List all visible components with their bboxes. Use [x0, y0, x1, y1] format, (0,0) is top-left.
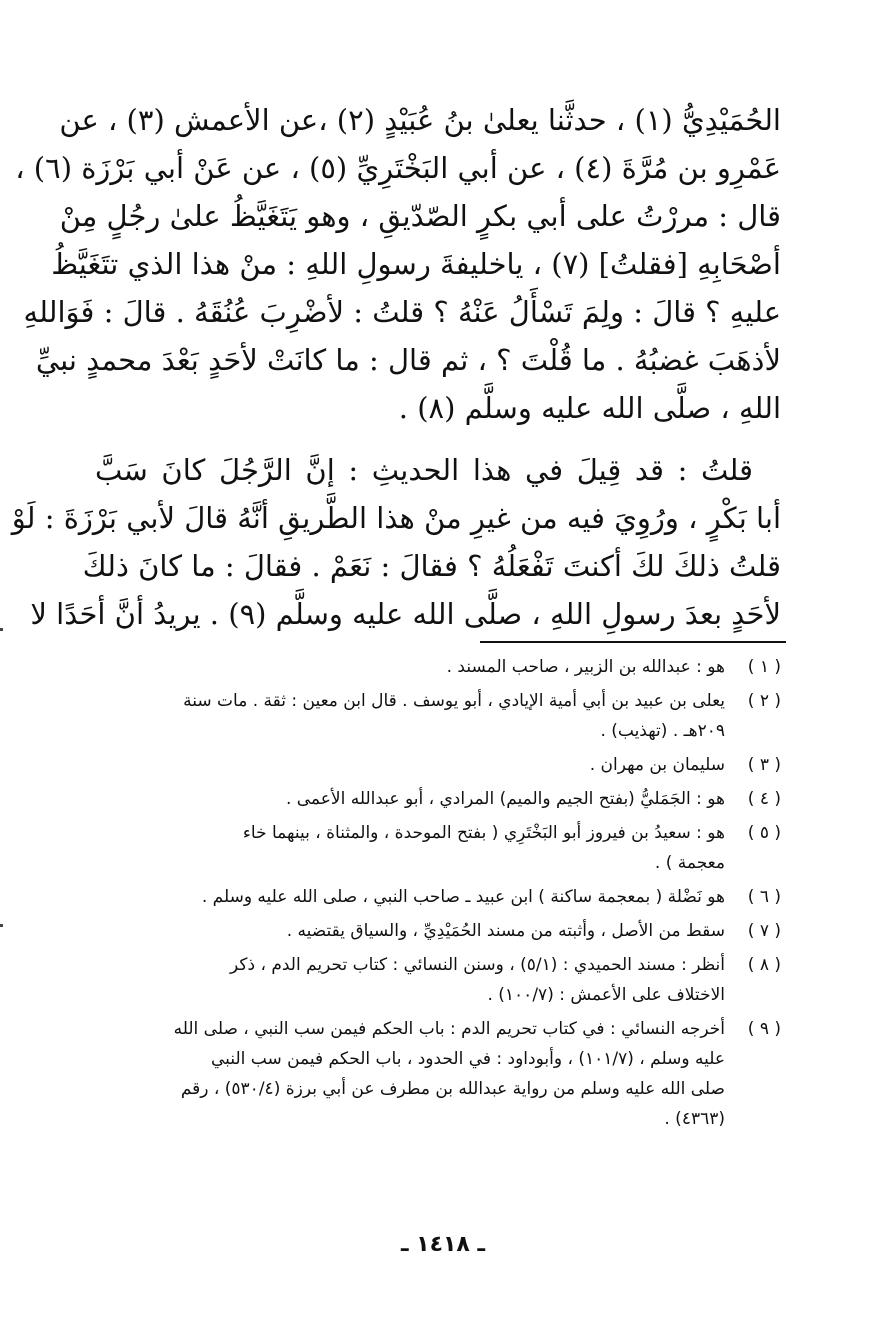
page-number: ـ ١٤١٨ ـ [400, 1232, 486, 1257]
footnote-number: ( ٥ ) [747, 823, 781, 843]
footnote-6 [95, 882, 781, 912]
footnote-line: عليه وسلم ، (١٠١/٧) ، وأبوداود : في الحدود ، باب الحكم فيمن سب النبي [211, 1049, 725, 1069]
footnote-number: ( ٣ ) [747, 755, 781, 775]
footnote-line: صلى الله عليه وسلم من رواية عبدالله بن مطرف عن أبي برزة (٥٣٠/٤) ، رقم [180, 1079, 725, 1099]
footnote-text [95, 916, 725, 946]
text-line: لأذهَبَ غضبُهُ . ما قُلْتَ ؟ ، ثم قال : ما كانَتْ لأحَدٍ بَعْدَ محمدٍ نبيِّ [35, 343, 781, 377]
footnote-1 [95, 652, 781, 682]
scan-edge-mark [0, 924, 3, 927]
text-line: قلتُ ذلكَ لكَ أكنتَ تَفْعَلُهُ ؟ فقالَ : نَعَمْ . فقالَ : ما كانَ ذلكَ [82, 549, 781, 583]
footnote-9 [95, 1014, 781, 1134]
footnote-text [95, 1014, 725, 1134]
footnote-line: أخرجه النسائي : في كتاب تحريم الدم : باب الحكم فيمن سب النبي ، صلى الله [173, 1019, 725, 1039]
footnote-text [95, 882, 725, 912]
footnote-5 [95, 818, 781, 878]
footnote-line: هو : عبدالله بن الزبير ، صاحب المسند . [446, 657, 725, 677]
footnote-text [95, 818, 725, 878]
footnote-2 [95, 686, 781, 746]
footnote-text [95, 784, 725, 814]
main-text-paragraph-1 [15, 96, 781, 432]
text-line: أبا بَكْرٍ ، ورُوِيَ فيه من غيرِ منْ هذا الطَّريقِ أنَّهُ قالَ لأبي بَرْزَةَ : لَوْ [11, 501, 781, 535]
footnote-7 [95, 916, 781, 946]
footnote-number: ( ٤ ) [747, 789, 781, 809]
footnote-separator [480, 641, 786, 643]
footnote-number: ( ٧ ) [747, 921, 781, 941]
footnote-line: هو : الجَمَليُّ (بفتح الجيم والميم) المرادي ، أبو عبدالله الأعمى . [285, 789, 725, 809]
footnote-text [95, 950, 725, 1010]
text-line: عَمْرِو بن مُرَّةَ (٤) ، عن أبي البَخْتَرِيِّ (٥) ، عن عَنْ أبي بَرْزَة (٦) ، [15, 151, 781, 185]
text-line: لأحَدٍ بعدَ رسولِ اللهِ ، صلَّى الله عليه وسلَّم (٩) . يريدُ أنَّ أحَدًا لا [30, 597, 781, 631]
text-line: أصْحَابِهِ [فقلتُ] (٧) ، ياخليفةَ رسولِ اللهِ : منْ هذا الذي تتَغَيَّظُ [51, 247, 781, 281]
footnote-text [95, 686, 725, 746]
footnote-line: (٤٣٦٣) . [664, 1109, 725, 1129]
footnotes [95, 652, 781, 1138]
footnote-line: يعلى بن عبيد بن أبي أمية الإيادي ، أبو يوسف . قال ابن معين : ثقة . مات سنة [183, 691, 725, 711]
text-line: عليهِ ؟ قالَ : ولِمَ تَسْأَلُ عَنْهُ ؟ قلتُ : لأضْرِبَ عُنُقَهُ . قالَ : فَوَاللهِ [23, 295, 781, 329]
footnote-number: ( ٩ ) [747, 1019, 781, 1039]
footnote-number: ( ٦ ) [747, 887, 781, 907]
footnote-line: أنظر : مسند الحميدي : (٥/١) ، وسنن النسائي : كتاب تحريم الدم ، ذكر [230, 955, 725, 975]
footnote-line: سليمان بن مهران . [589, 755, 725, 775]
main-text-paragraph-2 [11, 446, 781, 638]
footnote-line: ٢٠٩هـ . (تهذيب) . [600, 721, 725, 741]
footnote-line: هو نَضْلة ( بمعجمة ساكنة ) ابن عبيد ـ صاحب النبي ، صلى الله عليه وسلم . [201, 887, 725, 907]
text-line: اللهِ ، صلَّى الله عليه وسلَّم (٨) . [398, 391, 781, 425]
text-line: الحُمَيْدِيُّ (١) ، حدثَّنا يعلىٰ بنُ عُبَيْدٍ (٢) ،عن الأعمش (٣) ، عن [59, 103, 781, 137]
footnote-line: سقط من الأصل ، وأثبته من مسند الحُمَيْدِيِّ ، والسياق يقتضيه . [286, 921, 725, 941]
footnote-3 [95, 750, 781, 780]
text-line: قال : مررْتُ على أبي بكرٍ الصّدّيقِ ، وهو يَتَغَيَّظُ علىٰ رجُلٍ مِنْ [59, 199, 781, 233]
footnote-8 [95, 950, 781, 1010]
footnote-number: ( ٨ ) [747, 955, 781, 975]
footnote-text [95, 652, 725, 682]
footnote-number: ( ٢ ) [747, 691, 781, 711]
footnote-4 [95, 784, 781, 814]
footnote-text [95, 750, 725, 780]
footnote-number: ( ١ ) [747, 657, 781, 677]
footnote-line: الاختلاف على الأعمش : (١٠٠/٧) . [487, 985, 725, 1005]
text-line: قلتُ : قد قِيلَ في هذا الحديثِ : إنَّ الرَّجُلَ كانَ سَبَّ [95, 453, 753, 487]
scan-edge-mark [0, 628, 3, 631]
footnote-line: هو : سعيدُ بن فيروز أبو البَخْتَرِي ( بفتح الموحدة ، والمثناة ، بينهما خاء [242, 823, 725, 843]
footnote-line: معجمة ) . [654, 853, 725, 873]
